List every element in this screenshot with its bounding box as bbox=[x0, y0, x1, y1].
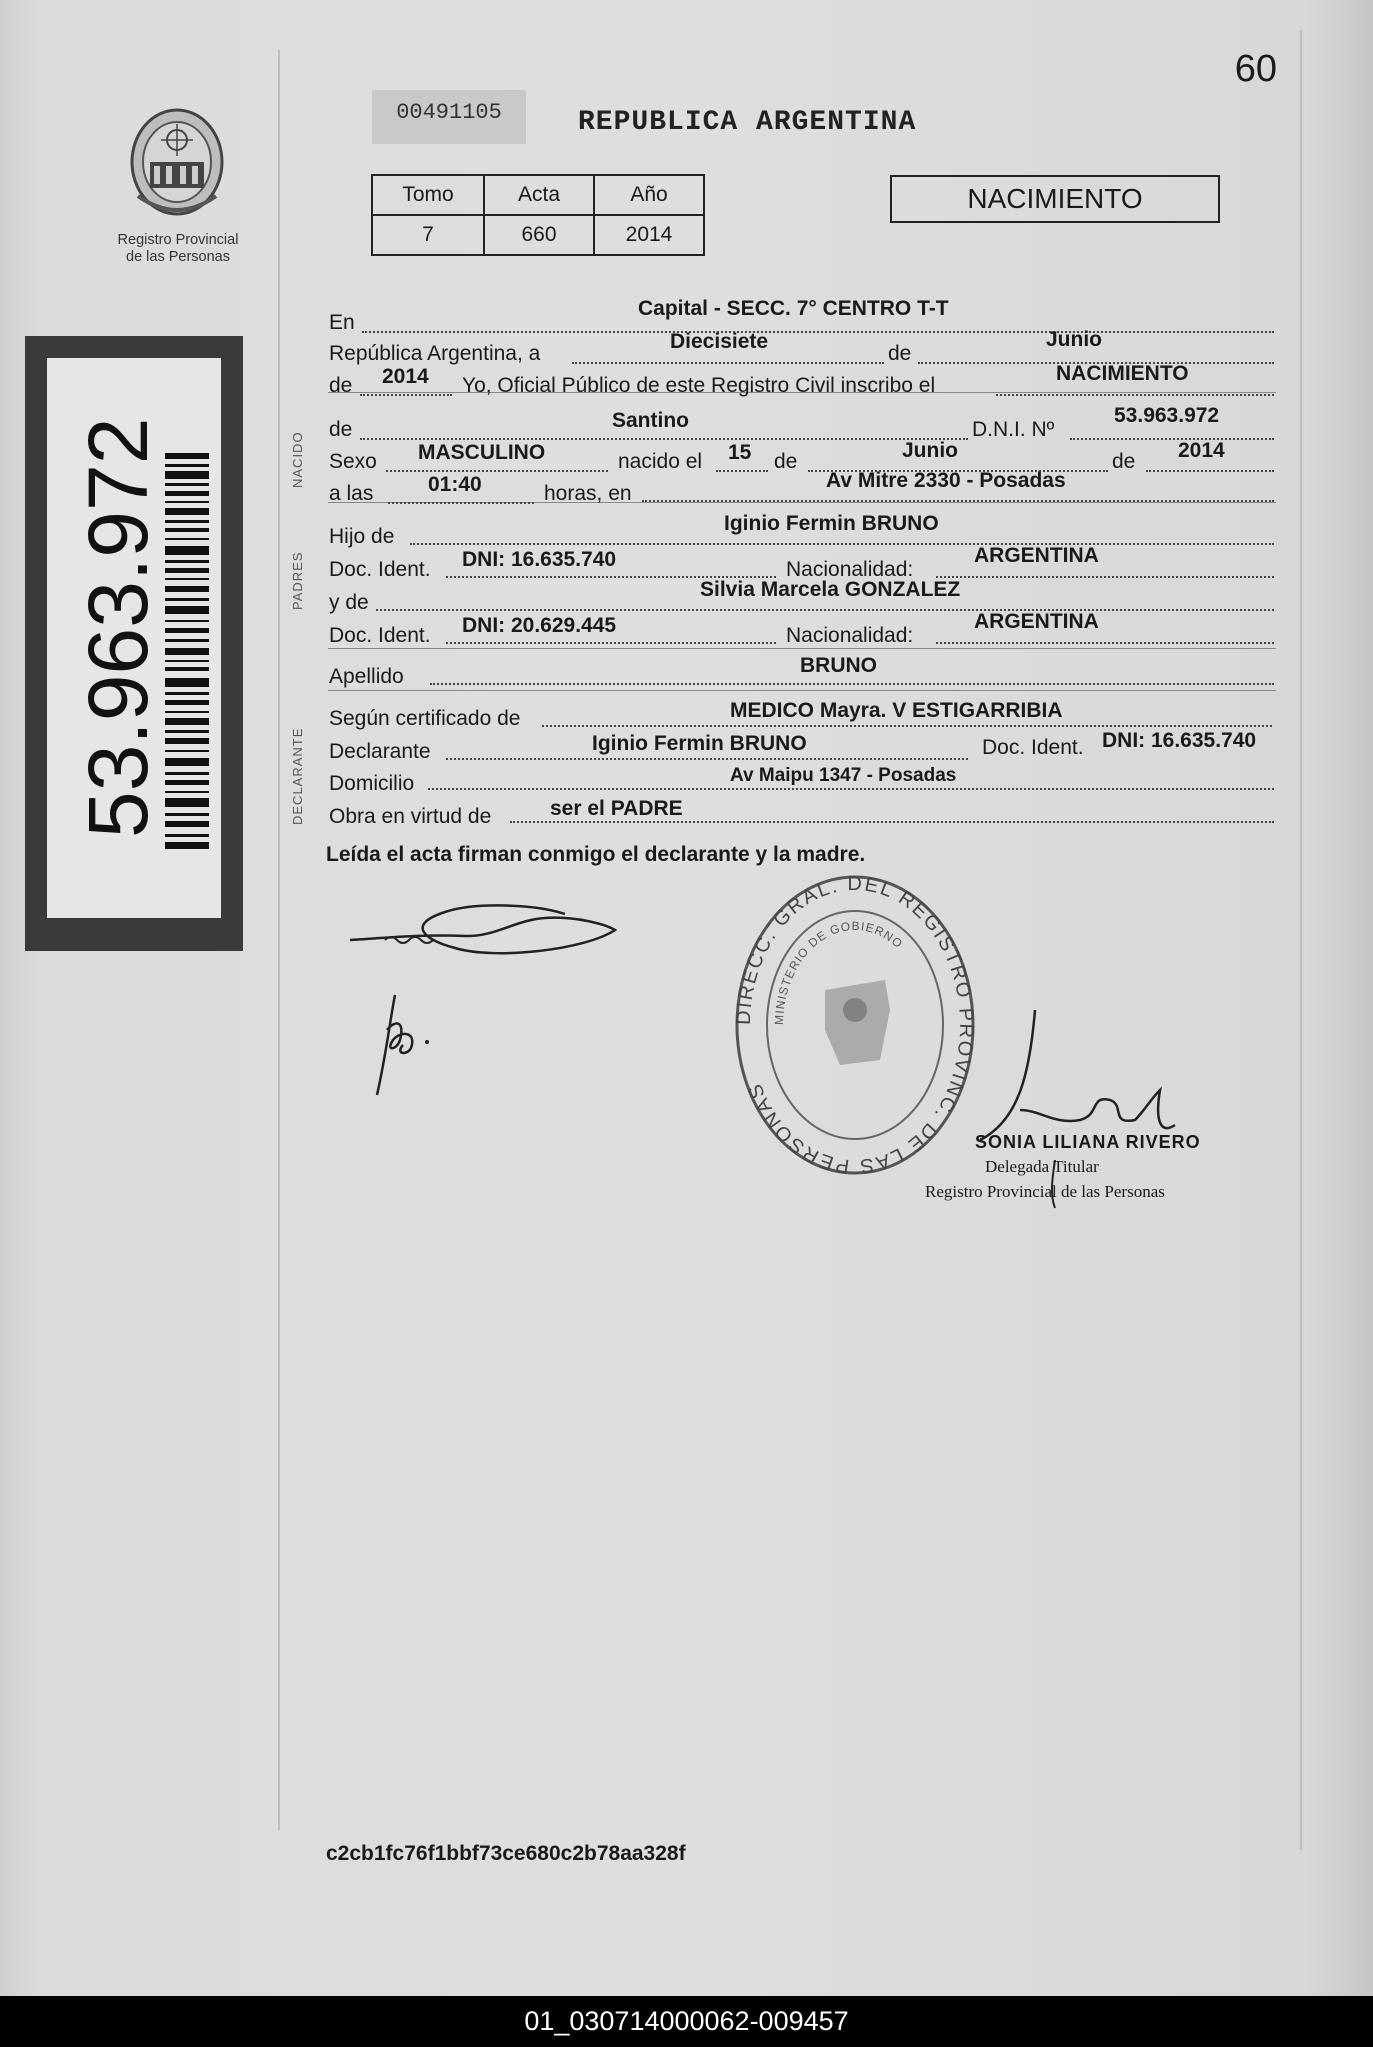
official-name: SONIA LILIANA RIVERO bbox=[975, 1132, 1201, 1152]
mother-initial-signature bbox=[365, 990, 455, 1100]
page-number: 60 bbox=[1234, 48, 1277, 90]
label-domicilio: Domicilio bbox=[329, 772, 415, 795]
dots-dni bbox=[1070, 438, 1274, 440]
label-obra-en-virtud: Obra en virtud de bbox=[329, 805, 492, 828]
official-org: Registro Provincial de las Personas bbox=[925, 1182, 1165, 1201]
province-seal-icon bbox=[120, 100, 235, 230]
act-type-box: NACIMIENTO bbox=[890, 175, 1220, 223]
dots-madre-dni bbox=[446, 642, 776, 644]
logo-caption-line2: de las Personas bbox=[126, 249, 230, 265]
label-sexo: Sexo bbox=[329, 450, 377, 473]
label-nacido-el: nacido el bbox=[618, 450, 703, 473]
field-virtud: ser el PADRE bbox=[550, 797, 683, 820]
field-dia: Diecisiete bbox=[670, 330, 769, 353]
dots-virtud bbox=[510, 821, 1274, 823]
field-madre: Silvia Marcela GONZALEZ bbox=[700, 578, 961, 601]
field-dia-nac: 15 bbox=[728, 441, 752, 464]
dots-dia-nac bbox=[716, 470, 768, 472]
label-doc-ident-2: Doc. Ident. bbox=[329, 624, 431, 647]
label-nacionalidad-1: Nacionalidad: bbox=[786, 558, 914, 581]
barcode-label bbox=[25, 336, 243, 951]
dots-apellido bbox=[430, 683, 1274, 685]
barcode-number: 53.963.972 bbox=[71, 417, 165, 838]
label-doc-ident-1: Doc. Ident. bbox=[329, 558, 431, 581]
logo-caption bbox=[92, 232, 264, 266]
field-declarante: Iginio Fermin BRUNO bbox=[592, 732, 807, 755]
registry-table bbox=[371, 174, 705, 256]
field-mes-nac: Junio bbox=[902, 439, 958, 462]
field-acto: NACIMIENTO bbox=[1056, 362, 1189, 385]
side-label-nacido: NACIDO bbox=[290, 431, 305, 488]
label-horas-en: horas, en bbox=[544, 482, 632, 505]
dots-nombre bbox=[360, 438, 968, 440]
official-title: Delegada Titular bbox=[985, 1157, 1099, 1176]
svg-text:DIRECC. GRAL. DEL REGISTRO PRO: DIRECC. GRAL. DEL REGISTRO PROVINC. DE LAS PERSONAS bbox=[732, 872, 978, 1178]
label-en: En bbox=[329, 311, 355, 334]
label-de-nombre: de bbox=[329, 418, 353, 441]
registry-header-acta: Acta bbox=[484, 175, 594, 215]
registry-header-row bbox=[372, 175, 704, 215]
closing-text: Leída el acta firman conmigo el declarante y la madre. bbox=[326, 843, 866, 866]
rule-3 bbox=[328, 648, 1276, 649]
label-declarante: Declarante bbox=[329, 740, 431, 763]
barcode-bars bbox=[165, 453, 209, 849]
dots-dia bbox=[572, 362, 884, 364]
label-doc-ident-decl: Doc. Ident. bbox=[982, 736, 1084, 759]
right-margin-line bbox=[1300, 30, 1302, 1850]
field-madre-dni: DNI: 20.629.445 bbox=[462, 614, 617, 637]
label-de-anio: de bbox=[329, 374, 353, 397]
field-nombre: Santino bbox=[612, 409, 689, 432]
logo-caption-line1: Registro Provincial bbox=[117, 232, 239, 248]
dots-padre bbox=[410, 543, 1274, 545]
field-dni: 53.963.972 bbox=[1114, 404, 1220, 427]
dots-certificado bbox=[542, 725, 1272, 727]
field-lugar-nac: Av Mitre 2330 - Posadas bbox=[826, 469, 1066, 492]
rule-4 bbox=[328, 690, 1276, 691]
footer-code: 01_030714000062-009457 bbox=[0, 1996, 1373, 2047]
label-y-de: y de bbox=[329, 591, 369, 614]
label-a-las: a las bbox=[329, 482, 374, 505]
label-de-anio-nac: de bbox=[1112, 450, 1136, 473]
dots-anio-nac bbox=[1146, 470, 1274, 472]
field-declarante-dni: DNI: 16.635.740 bbox=[1102, 729, 1257, 752]
official-stamp bbox=[730, 870, 980, 1180]
dots-padre-nac bbox=[936, 576, 1274, 578]
field-domicilio: Av Maipu 1347 - Posadas bbox=[730, 765, 957, 786]
dots-madre-nac bbox=[936, 642, 1274, 644]
field-anio-nac: 2014 bbox=[1178, 439, 1225, 462]
label-de-mes: de bbox=[888, 342, 912, 365]
left-margin-line bbox=[278, 50, 280, 1830]
dots-hora bbox=[388, 502, 534, 504]
dots-lugar-nac bbox=[642, 500, 1274, 502]
label-apellido: Apellido bbox=[329, 665, 404, 688]
label-segun-certificado: Según certificado de bbox=[329, 707, 521, 730]
side-label-padres: PADRES bbox=[290, 551, 305, 610]
dots-acto bbox=[996, 394, 1274, 396]
field-hora: 01:40 bbox=[428, 473, 482, 496]
dots-sexo bbox=[386, 470, 608, 472]
dots-madre bbox=[376, 609, 1274, 611]
field-madre-nac: ARGENTINA bbox=[974, 610, 1099, 633]
label-nacionalidad-2: Nacionalidad: bbox=[786, 624, 914, 647]
field-padre-dni: DNI: 16.635.740 bbox=[462, 548, 617, 571]
field-padre: Iginio Fermin BRUNO bbox=[724, 512, 939, 535]
registry-header-tomo: Tomo bbox=[372, 175, 484, 215]
field-sexo: MASCULINO bbox=[418, 441, 546, 464]
field-padre-nac: ARGENTINA bbox=[974, 544, 1099, 567]
dots-anio bbox=[360, 394, 452, 396]
dots-en bbox=[362, 331, 1274, 333]
side-label-declarante: DECLARANTE bbox=[290, 727, 305, 825]
field-certificado: MEDICO Mayra. V ESTIGARRIBIA bbox=[730, 699, 1063, 722]
field-lugar: Capital - SECC. 7° CENTRO T-T bbox=[638, 297, 949, 320]
official-signature bbox=[960, 1010, 1200, 1210]
registry-value-acta: 660 bbox=[484, 215, 594, 255]
serial-number: 00491105 bbox=[372, 90, 526, 144]
field-anio: 2014 bbox=[382, 365, 429, 388]
document-hash: c2cb1fc76f1bbf73ce680c2b78aa328f bbox=[326, 1842, 686, 1865]
label-hijo-de: Hijo de bbox=[329, 525, 395, 548]
declarant-signature bbox=[345, 890, 625, 970]
registry-header-anio: Año bbox=[594, 175, 704, 215]
dots-domicilio bbox=[428, 788, 1274, 790]
barcode-panel bbox=[47, 358, 221, 918]
label-republica-a: República Argentina, a bbox=[329, 342, 541, 365]
registry-value-anio: 2014 bbox=[594, 215, 704, 255]
dots-declarante bbox=[446, 758, 968, 760]
registry-value-tomo: 7 bbox=[372, 215, 484, 255]
label-yo-oficial: Yo, Oficial Público de este Registro Civil inscribo el bbox=[462, 374, 936, 397]
svg-text:MINISTERIO DE GOBIERNO: MINISTERIO DE GOBIERNO bbox=[771, 918, 906, 1026]
label-dni-no: D.N.I. Nº bbox=[972, 418, 1055, 441]
barcode-graphic bbox=[47, 358, 221, 918]
field-mes: Junio bbox=[1046, 328, 1102, 351]
label-de-mes-nac: de bbox=[774, 450, 798, 473]
field-apellido: BRUNO bbox=[800, 654, 877, 677]
registry-value-row bbox=[372, 215, 704, 255]
country-title: REPUBLICA ARGENTINA bbox=[578, 107, 917, 138]
